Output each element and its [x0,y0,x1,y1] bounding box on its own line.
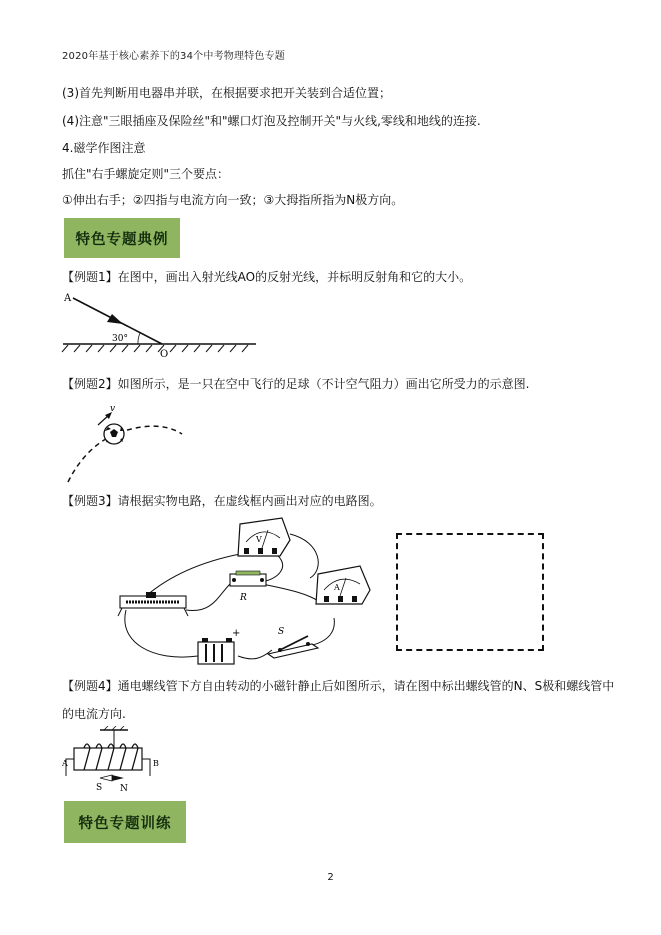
football-icon [104,424,124,444]
point-label-o: O [160,349,169,358]
example2-text: 【例题2】如图所示，是一只在空中飞行的足球（不计空气阻力）画出它所受力的示意图. [62,377,530,391]
ammeter-label: A [334,583,340,592]
switch-label: S [278,627,285,637]
banner-training: 特色专题训练 [64,801,186,843]
needle-n-half [112,775,124,781]
circuit-figure [112,512,384,672]
intro-line-4: 抓住"右手螺旋定则"三个要点： [62,167,230,181]
reflection-figure [60,288,260,358]
intro-line-3: 4.磁学作图注意 [62,141,146,155]
end-label-a: A [62,759,68,768]
voltmeter-label: V [256,535,262,544]
end-label-b: B [153,759,159,768]
intro-line-5: ①伸出右手；②四指与电流方向一致；③大拇指所指为N极方向。 [62,193,404,207]
answer-box [396,533,544,651]
rheostat-icon [118,592,188,616]
football-figure [58,398,188,488]
angle-arc [138,333,140,344]
battery-icon [198,638,234,664]
ammeter-icon [316,566,370,604]
voltmeter-icon [238,518,290,556]
page-header: 2020年基于核心素养下的34个中考物理特色专题 [62,51,285,62]
banner-examples: 特色专题典例 [64,218,180,258]
example4-text-line1: 【例题4】通电螺线管下方自由转动的小磁针静止后如图所示，请在图中标出螺线管的N、S极和螺线管中 [62,679,615,693]
resistor-icon [230,571,266,586]
mirror-hatching [62,345,248,352]
trajectory-curve [68,426,182,482]
resistor-label: R [240,593,247,603]
angle-label: 30° [112,334,128,344]
needle-label-s: S [96,783,103,793]
right-lead [142,759,150,776]
page-number: 2 [327,872,334,883]
ray-arrow-icon [107,314,123,324]
velocity-label: v [110,404,116,414]
needle-label-n: N [120,784,128,794]
switch-icon [268,636,318,658]
intro-line-2: (4)注意"三眼插座及保险丝"和"螺口灯泡及控制开关"与火线,零线和地线的连接. [62,114,481,128]
example3-text: 【例题3】请根据实物电路，在虚线框内画出对应的电路图。 [62,494,382,508]
battery-plus-label: + [232,628,241,639]
solenoid-core [74,748,142,770]
needle-s-half [100,775,112,781]
ray-label-a: A [64,293,72,304]
solenoid-figure [62,726,162,796]
intro-line-1: (3)首先判断用电器串并联，在根据要求把开关装到合适位置； [62,86,392,100]
example1-text: 【例题1】在图中，画出入射光线AO的反射光线，并标明反射角和它的大小。 [62,270,472,284]
example4-text-line2: 的电流方向. [62,707,126,721]
